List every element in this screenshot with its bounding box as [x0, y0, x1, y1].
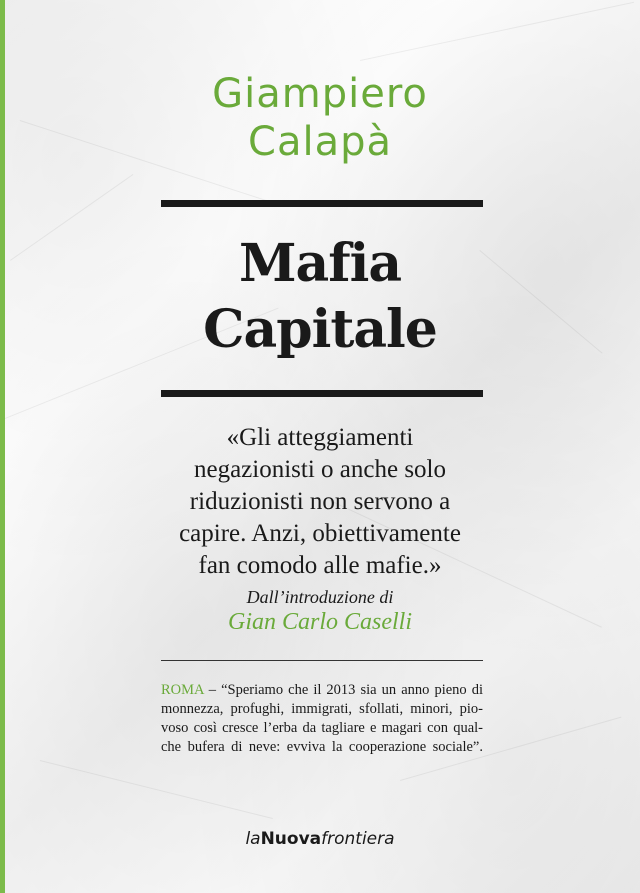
excerpt-line-1 [161, 681, 483, 700]
quote-line: «Gli atteggiamenti [226, 424, 414, 451]
excerpt-place: ROMA [161, 682, 204, 698]
publisher-part-frontiera: frontiera [321, 829, 395, 849]
publisher-logo [0, 828, 640, 850]
back-excerpt [161, 681, 483, 757]
title-line-2: Capitale [203, 299, 437, 360]
quote-line: riduzionisti non servono a [189, 488, 451, 515]
quote-line: fan comodo alle mafie.» [198, 552, 442, 579]
excerpt-line-2: monnezza, profughi, immigrati, sfollati, minori, pio- [161, 701, 483, 717]
excerpt-text: – “Speriamo che il 2013 sia un anno pieno di [203, 682, 483, 698]
title-rule-bottom [161, 390, 483, 397]
introduction-label: Dall’introduzione di [246, 587, 394, 607]
publisher-part-la: la [245, 829, 261, 849]
author-first-name: Giampiero [212, 71, 428, 117]
title-line-1: Mafia [238, 233, 402, 294]
introduction-author: Gian Carlo Caselli [227, 609, 413, 635]
quote-line: negazionisti o anche solo [193, 456, 446, 483]
author-last-name: Calapà [248, 119, 392, 165]
paper-crease [40, 760, 273, 819]
excerpt-line-3: voso così cresce l’erba da tagliare e magari con qual- [161, 720, 483, 736]
excerpt-rule [161, 660, 483, 661]
publisher-part-nuova: Nuova [260, 829, 322, 849]
excerpt-line-4: che bufera di neve: evviva la cooperazione sociale”. [161, 739, 483, 755]
quote-line: capire. Anzi, obiettivamente [179, 520, 461, 547]
paper-crease [360, 2, 634, 61]
title-rule-top [161, 200, 483, 207]
